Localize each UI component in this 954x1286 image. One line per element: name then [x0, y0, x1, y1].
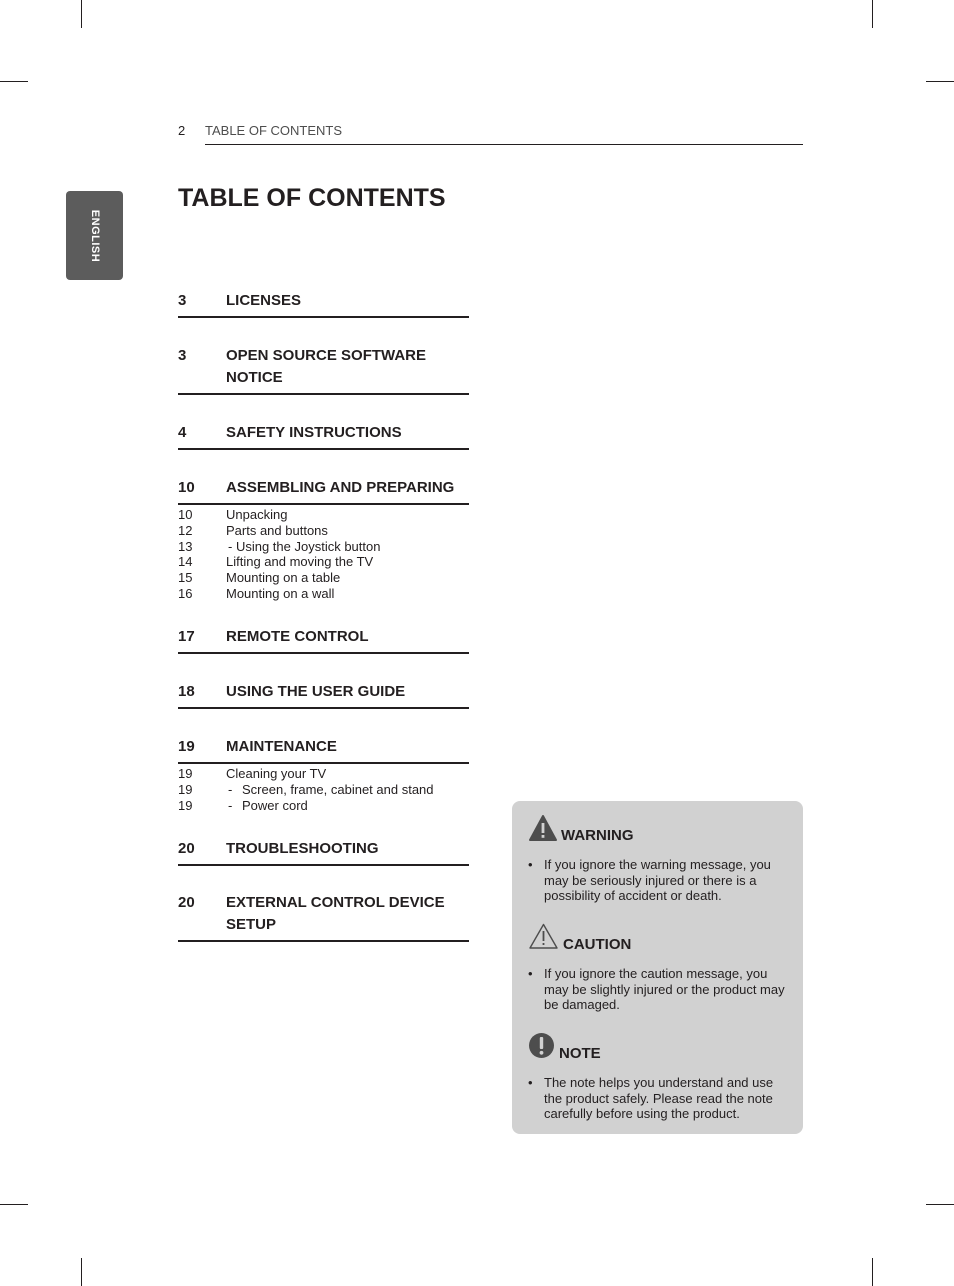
toc-sub-title: Mounting on a wall: [226, 585, 335, 601]
toc-sub-page: 19: [178, 781, 193, 797]
toc-sub-page: 15: [178, 570, 193, 586]
warning-text: [528, 857, 790, 904]
toc-title: TROUBLESHOOTING: [226, 840, 379, 857]
notice-box: [512, 801, 803, 1134]
toc-title: REMOTE CONTROL: [226, 628, 369, 645]
crop-mark: [81, 1258, 82, 1286]
toc-entry-remote-control[interactable]: [178, 626, 469, 654]
crop-mark: [872, 0, 873, 28]
caution-label: CAUTION: [563, 936, 632, 953]
toc-entry-troubleshooting[interactable]: [178, 838, 469, 866]
crop-mark: [0, 81, 28, 82]
caution-body: If you ignore the caution message, you may be slightly injured or the product may be damaged.: [544, 966, 785, 1013]
crop-mark: [0, 1204, 28, 1205]
toc-subentry[interactable]: [178, 798, 469, 814]
toc-page-number: 19: [178, 738, 195, 755]
toc-sublist-assembling: [178, 507, 469, 602]
toc-title: USING THE USER GUIDE: [226, 683, 406, 700]
toc-title: MAINTENANCE: [226, 738, 337, 755]
toc-sub-page: 13: [178, 538, 193, 554]
toc-subentry[interactable]: [178, 507, 469, 523]
toc-sub-title: Power cord: [242, 797, 308, 813]
crop-mark: [872, 1258, 873, 1286]
language-tab-label: ENGLISH: [88, 209, 101, 262]
note-label: NOTE: [559, 1045, 601, 1062]
toc-page-number: 3: [178, 347, 187, 364]
toc-sub-page: 16: [178, 585, 193, 601]
toc-title: LICENSES: [226, 292, 302, 309]
toc-sub-dash: -: [228, 797, 233, 813]
toc-page-number: 17: [178, 628, 195, 645]
toc-title: EXTERNAL CONTROL DEVICE SETUP: [226, 894, 445, 933]
toc-sub-title: Parts and buttons: [226, 522, 328, 538]
toc-page-number: 3: [178, 292, 187, 309]
running-header: TABLE OF CONTENTS: [205, 123, 342, 138]
bullet: •: [528, 1075, 533, 1090]
caution-text: [528, 966, 790, 1013]
toc-title: ASSEMBLING AND PREPARING: [226, 479, 455, 496]
toc-subentry[interactable]: [178, 554, 469, 570]
toc-page-number: 10: [178, 479, 195, 496]
warning-body: If you ignore the warning message, you may be seriously injured or there is a possibility of accident or death.: [544, 857, 771, 904]
toc-subentry[interactable]: [178, 523, 469, 539]
language-tab: [66, 191, 123, 280]
note-text: [528, 1075, 790, 1122]
crop-mark: [926, 81, 954, 82]
caution-triangle-outline-icon: [528, 922, 559, 950]
crop-mark: [81, 0, 82, 28]
toc-sub-title: - Using the Joystick button: [228, 538, 381, 554]
toc-entry-licenses[interactable]: [178, 290, 469, 318]
toc-entry-open-source[interactable]: [178, 345, 469, 395]
toc-sub-page: 10: [178, 507, 193, 522]
note-body: The note helps you understand and use the product safely. Please read the note carefully before using the product.: [544, 1075, 774, 1122]
toc-sub-title: Unpacking: [226, 507, 288, 522]
toc-sub-page: 12: [178, 522, 193, 538]
toc-page-number: 18: [178, 683, 195, 700]
toc-sub-title: Lifting and moving the TV: [226, 554, 374, 570]
toc-subentry[interactable]: [178, 570, 469, 586]
toc-entry-assembling[interactable]: [178, 477, 469, 505]
toc-sub-title: Mounting on a table: [226, 570, 341, 586]
toc-entry-maintenance[interactable]: [178, 736, 469, 764]
bullet: •: [528, 966, 533, 981]
toc-sub-title: Screen, frame, cabinet and stand: [242, 781, 434, 797]
page-number: 2: [178, 123, 186, 138]
header-rule: [205, 144, 803, 145]
toc-title: OPEN SOURCE SOFTWARE NOTICE: [226, 347, 427, 386]
toc-entry-external-control[interactable]: [178, 892, 469, 942]
toc-subentry[interactable]: [178, 586, 469, 602]
toc-sub-page: 14: [178, 554, 193, 570]
toc-sublist-maintenance: [178, 766, 469, 813]
toc-subentry[interactable]: [178, 766, 469, 782]
toc-sub-page: 19: [178, 797, 193, 813]
bullet: •: [528, 857, 533, 872]
toc-entry-user-guide[interactable]: [178, 681, 469, 709]
warning-triangle-filled-icon: [528, 814, 558, 842]
toc-sub-dash: -: [228, 781, 233, 797]
toc-page-number: 20: [178, 840, 195, 857]
page-title: TABLE OF CONTENTS: [178, 184, 446, 212]
crop-mark: [926, 1204, 954, 1205]
toc-title: SAFETY INSTRUCTIONS: [226, 424, 402, 441]
note-exclamation-circle-icon: [528, 1032, 555, 1059]
toc-sub-page: 19: [178, 766, 193, 781]
toc-subentry[interactable]: [178, 539, 469, 555]
toc-page-number: 4: [178, 424, 187, 441]
warning-label: WARNING: [561, 827, 634, 844]
toc-sub-title: Cleaning your TV: [226, 766, 327, 781]
toc-page-number: 20: [178, 894, 195, 911]
toc-subentry[interactable]: [178, 782, 469, 798]
toc-entry-safety[interactable]: [178, 422, 469, 450]
